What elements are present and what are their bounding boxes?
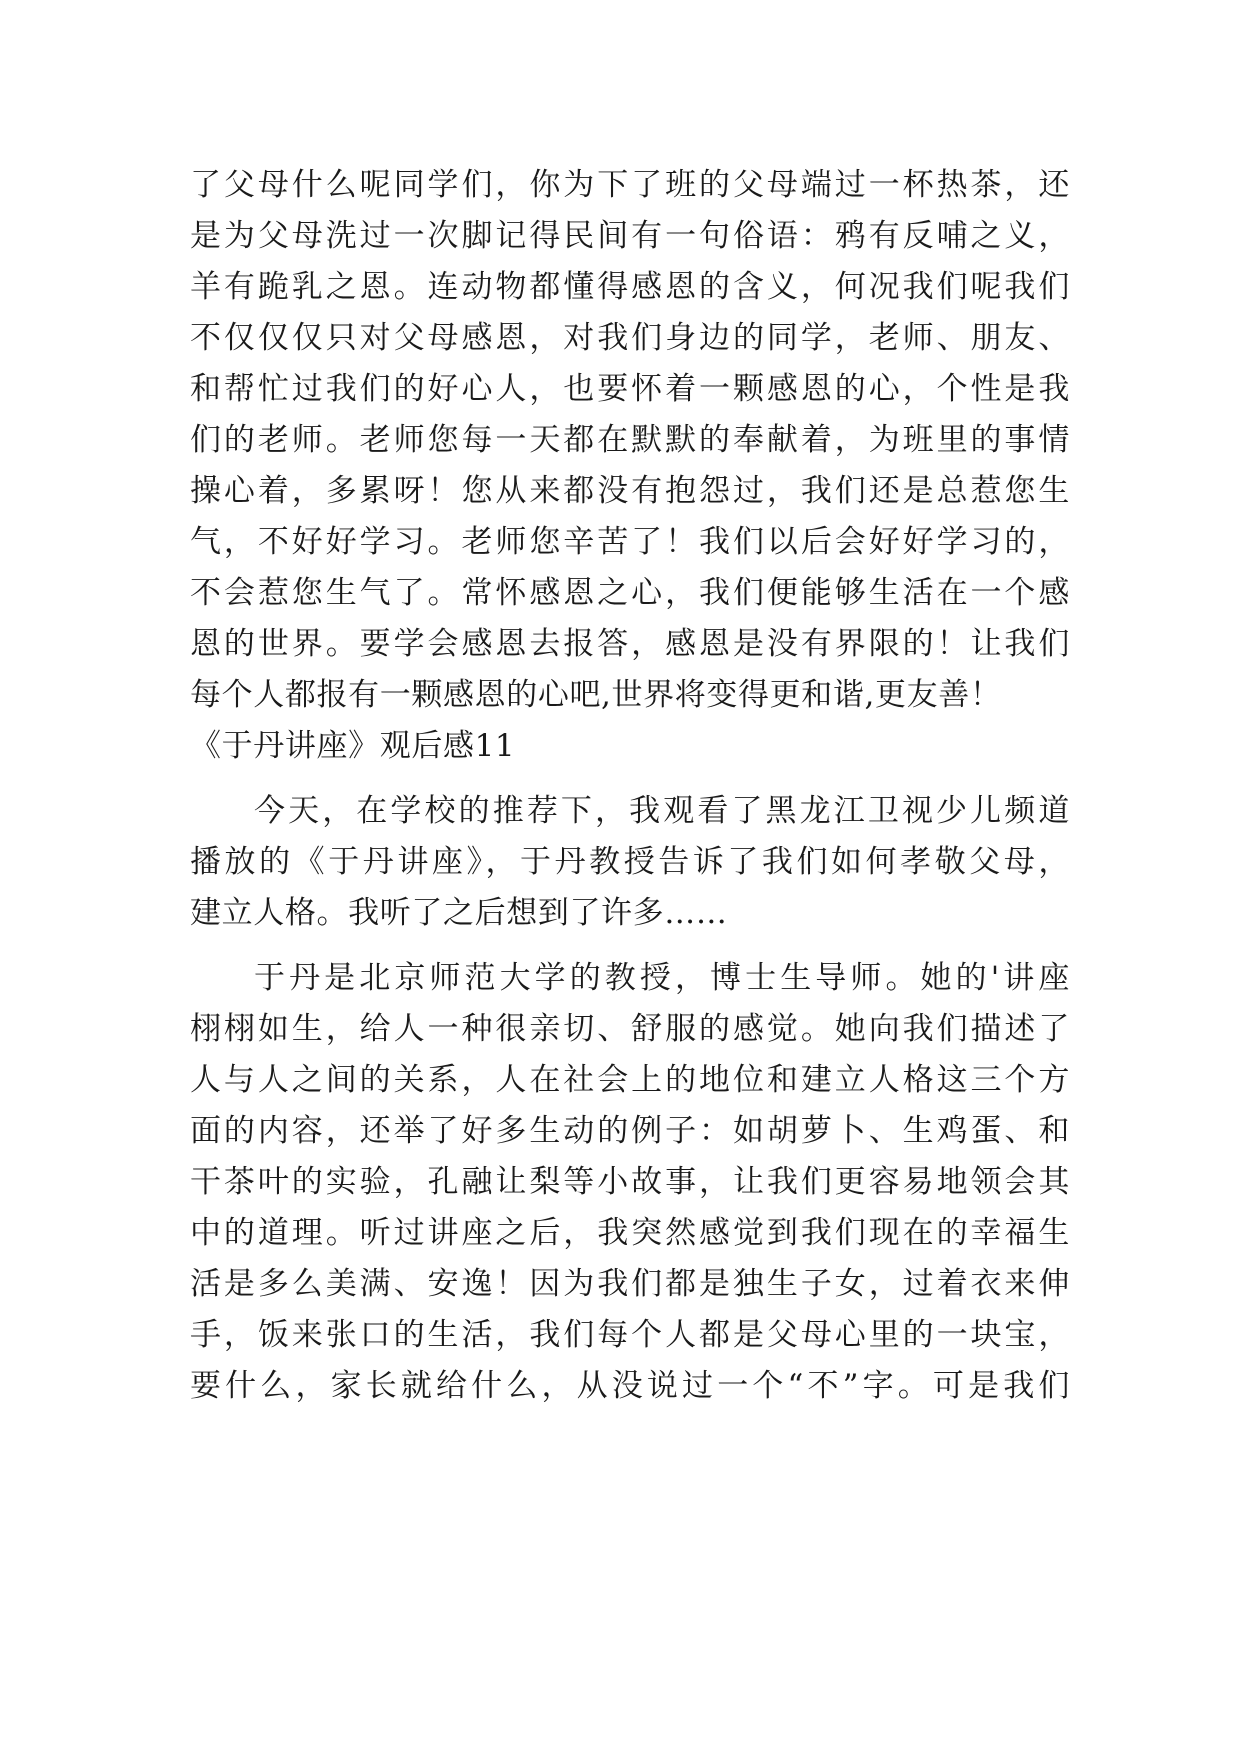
- text-line: 建立人格。我听了之后想到了许多……: [190, 895, 728, 931]
- text-line: 操心着，多累呀！您从来都没有抱怨过，我们还是总惹您生: [190, 473, 1070, 509]
- text-line: 播放的《于丹讲座》，于丹教授告诉了我们如何孝敬父母，: [190, 844, 1070, 880]
- text-line: 栩栩如生，给人一种很亲切、舒服的感觉。她向我们描述了: [190, 1011, 1070, 1047]
- document-page: [190, 160, 1070, 1412]
- text-line: 中的道理。听过讲座之后，我突然感觉到我们现在的幸福生: [190, 1215, 1070, 1251]
- paragraph-2: [190, 786, 1070, 939]
- text-line: 恩的世界。要学会感恩去报答，感恩是没有界限的！让我们: [190, 626, 1070, 662]
- paragraph-gap: [190, 939, 1070, 953]
- text-line: 气，不好好学习。老师您辛苦了！我们以后会好好学习的，: [190, 524, 1070, 560]
- text-line: 羊有跪乳之恩。连动物都懂得感恩的含义，何况我们呢我们: [190, 269, 1070, 305]
- text-line: 面的内容，还举了好多生动的例子：如胡萝卜、生鸡蛋、和: [190, 1113, 1070, 1149]
- text-line: 干茶叶的实验，孔融让梨等小故事，让我们更容易地领会其: [190, 1164, 1070, 1200]
- text-line: 活是多么美满、安逸！因为我们都是独生子女，过着衣来伸: [190, 1266, 1070, 1302]
- text-line: 不仅仅仅只对父母感恩，对我们身边的同学，老师、朋友、: [190, 320, 1070, 356]
- paragraph-gap: [190, 772, 1070, 786]
- paragraph-1: [190, 160, 1070, 721]
- text-line: 和帮忙过我们的好心人，也要怀着一颗感恩的心，个性是我: [190, 371, 1070, 407]
- text-line: 们的老师。老师您每一天都在默默的奉献着，为班里的事情: [190, 422, 1070, 458]
- text-line: 了父母什么呢同学们，你为下了班的父母端过一杯热茶，还: [190, 167, 1070, 203]
- text-line: 人与人之间的关系，人在社会上的地位和建立人格这三个方: [190, 1062, 1070, 1098]
- text-line: 每个人都报有一颗感恩的心吧,世界将变得更和谐,更友善！: [190, 677, 1002, 713]
- text-line: 手，饭来张口的生活，我们每个人都是父母心里的一块宝，: [190, 1317, 1070, 1353]
- text-line: 于丹是北京师范大学的教授，博士生导师。她的'讲座: [254, 960, 1070, 996]
- text-line: 不会惹您生气了。常怀感恩之心，我们便能够生活在一个感: [190, 575, 1070, 611]
- text-line: 要什么，家长就给什么，从没说过一个“不”字。可是我们: [190, 1368, 1070, 1404]
- paragraph-3: [190, 953, 1070, 1412]
- text-line: 是为父母洗过一次脚记得民间有一句俗语：鸦有反哺之义，: [190, 218, 1070, 254]
- section-title: 《于丹讲座》观后感11: [190, 728, 516, 764]
- text-line: 今天，在学校的推荐下，我观看了黑龙江卫视少儿频道: [254, 793, 1070, 829]
